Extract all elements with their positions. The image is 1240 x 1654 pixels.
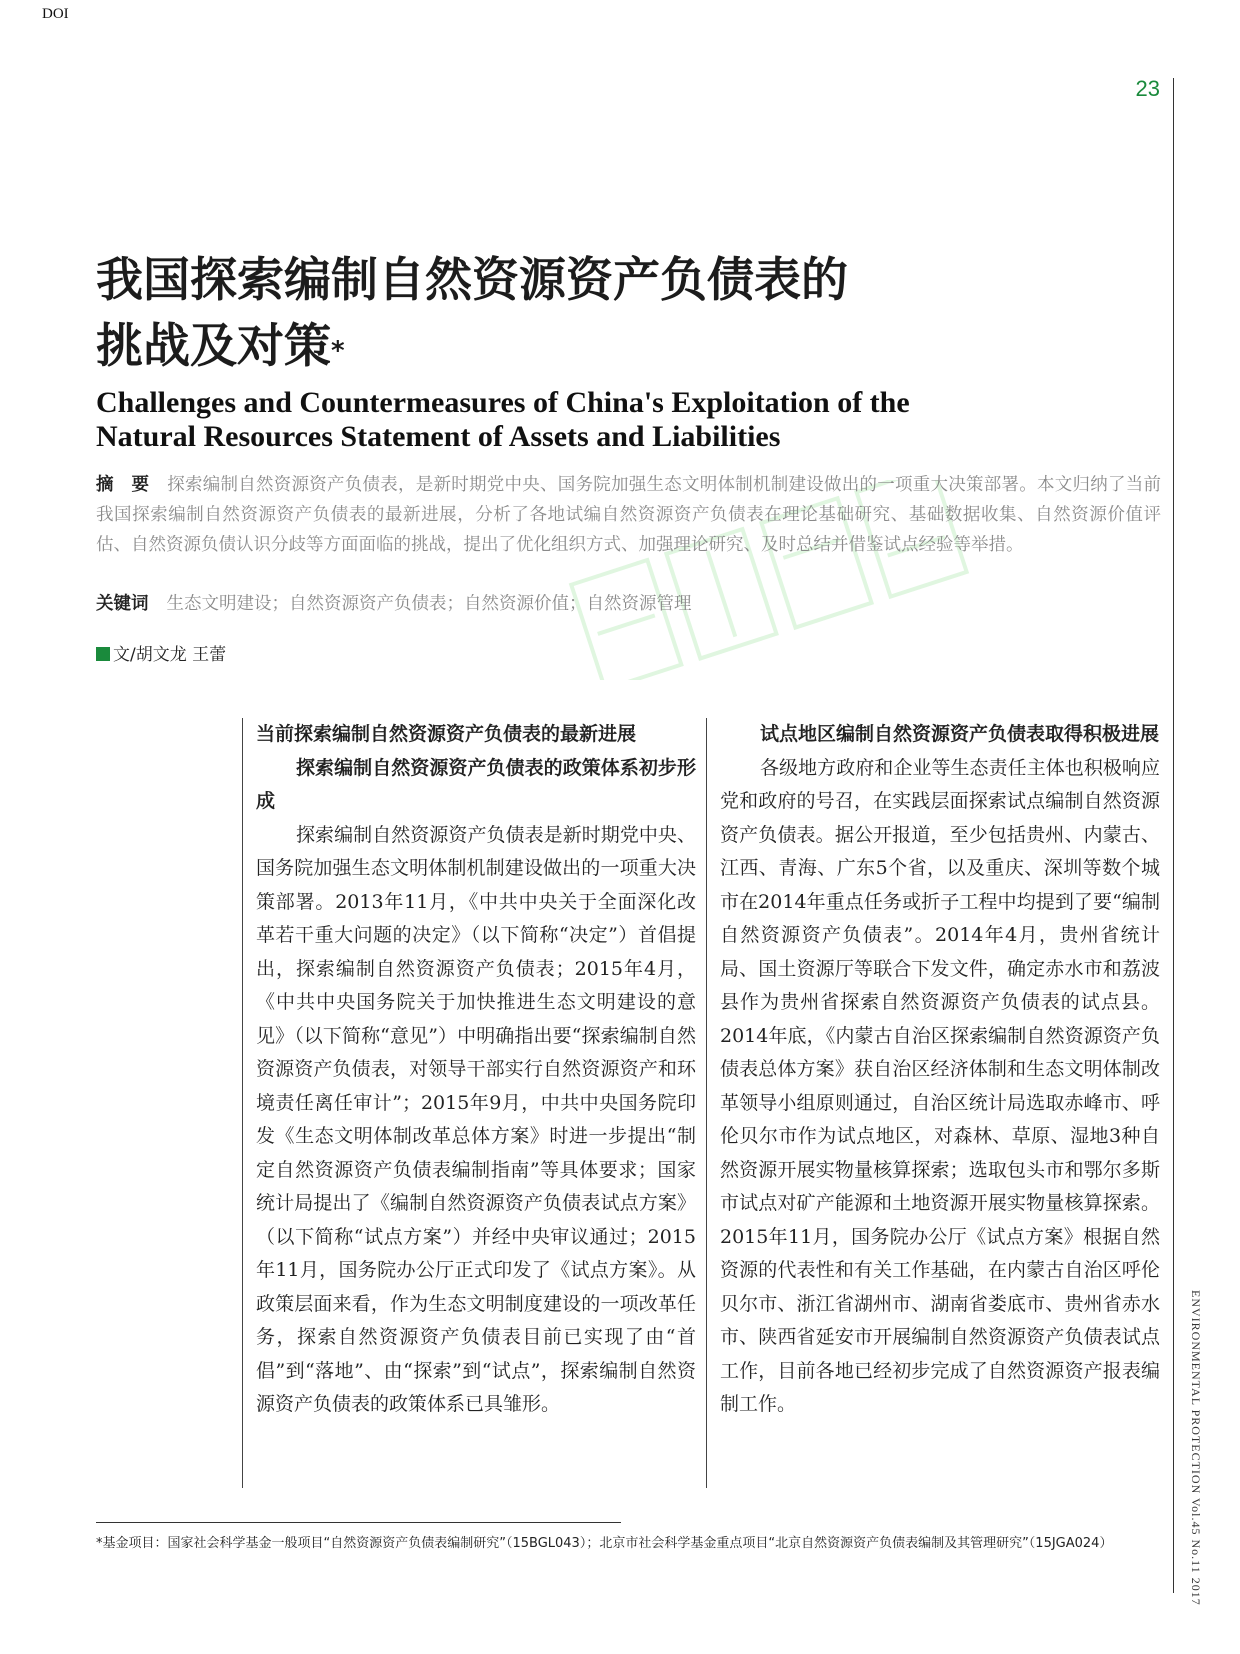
footnote-rule: [96, 1522, 621, 1523]
journal-side-text: ENVIRONMENTAL PROTECTION Vol.45 No.11 2017: [1189, 1290, 1203, 1606]
keywords-text: 生态文明建设；自然资源资产负债表；自然资源价值；自然资源管理: [166, 594, 692, 614]
abstract-text: 探索编制自然资源资产负债表，是新时期党中央、国务院加强生态文明体制机制建设做出的一项重大决策部署。本文归纳了当前我国探索编制自然资源资产负债表的最新进展，分析了各地试编自然资源资产负债表在理论基础研究、基础数据收集、自然资源价值评估、自然资源负债认识分歧等方面面临的挑战，提出了优化组织方式、加强理论研究、及时总结并借鉴试点经验等举措。: [96, 475, 1161, 555]
abstract-label: 摘 要: [96, 475, 150, 495]
footnote: *基金项目：国家社会科学基金一般项目“自然资源资产负债表编制研究”（15BGL043）；北京市社会科学基金重点项目“北京自然资源资产负债表编制及其管理研究”（15JGA024）: [96, 1536, 1113, 1551]
author-line: [96, 640, 226, 665]
left-paragraph: 探索编制自然资源资产负债表是新时期党中央、国务院加强生态文明体制机制建设做出的一项重大决策部署。2013年11月，《中共中央关于全面深化改革若干重大问题的决定》（以下简称“决定”）首倡提出，探索编制自然资源资产负债表；2015年4月，《中共中央国务院关于加快推进生态文明建设的意见》（以下简称“意见”）中明确指出要“探索编制自然资源资产负债表，对领导干部实行自然资源资产和环境责任离任审计”；2015年9月，中共中央国务院印发《生态文明体制改革总体方案》时进一步提出“制定自然资源资产负债表编制指南”等具体要求；国家统计局提出了《编制自然资源资产负债表试点方案》（以下简称“试点方案”）并经中央审议通过；2015年11月，国务院办公厅正式印发了《试点方案》。从政策层面来看，作为生态文明制度建设的一项改革任务，探索自然资源资产负债表目前已实现了由“首倡”到“落地”、由“探索”到“试点”，探索编制自然资源资产负债表的政策体系已具雏形。: [256, 823, 696, 1415]
doi-label: DOI: [42, 6, 69, 22]
article-title-en: [96, 386, 1096, 454]
right-subheading: 试点地区编制自然资源资产负债表取得积极进展: [760, 723, 1160, 745]
page-number: 23: [1135, 76, 1160, 101]
green-square-icon: [96, 647, 110, 661]
section-heading: 当前探索编制自然资源资产负债表的最新进展: [256, 723, 637, 745]
author-names: 文/胡文龙 王蕾: [113, 645, 227, 665]
left-column-rule: [242, 718, 243, 1488]
keywords: [96, 590, 692, 615]
left-subheading: 探索编制自然资源资产负债表的政策体系初步形成: [256, 756, 696, 812]
left-column: [256, 718, 696, 1422]
title-footnote-marker: *: [331, 336, 345, 366]
title-zh-line2: 挑战及对策: [96, 319, 331, 374]
right-paragraph: 各级地方政府和企业等生态责任主体也积极响应党和政府的号召，在实践层面探索试点编制自然资源资产负债表。据公开报道，至少包括贵州、内蒙古、江西、青海、广东5个省，以及重庆、深圳等数个城市在2014年重点任务或折子工程中均提到了要“编制自然资源资产负债表”。2014年4月，贵州省统计局、国土资源厅等联合下发文件，确定赤水市和荔波县作为贵州省探索自然资源资产负债表的试点县。2014年底，《内蒙古自治区探索编制自然资源资产负债表总体方案》获自治区经济体制和生态文明体制改革领导小组原则通过，自治区统计局选取赤峰市、呼伦贝尔市作为试点地区，对森林、草原、湿地3种自然资源开展实物量核算探索；选取包头市和鄂尔多斯市试点对矿产能源和土地资源开展实物量核算探索。2015年11月，国务院办公厅《试点方案》根据自然资源的代表性和有关工作基础，在内蒙古自治区呼伦贝尔市、浙江省湖州市、湖南省娄底市、贵州省赤水市、陕西省延安市开展编制自然资源资产负债表试点工作，目前各地已经初步完成了自然资源资产报表编制工作。: [720, 756, 1160, 1415]
title-zh-line1: 我国探索编制自然资源资产负债表的: [96, 253, 848, 308]
keywords-label: 关键词: [96, 594, 149, 614]
article-title-zh: [96, 248, 1096, 380]
abstract: [96, 470, 1161, 560]
right-column: [720, 718, 1160, 1422]
right-margin-rule: [1173, 78, 1174, 1593]
title-en-line1: Challenges and Countermeasures of China's Exploitation of the: [96, 386, 910, 419]
right-column-rule: [706, 718, 707, 1488]
title-en-line2: Natural Resources Statement of Assets and Liabilities: [96, 420, 781, 453]
